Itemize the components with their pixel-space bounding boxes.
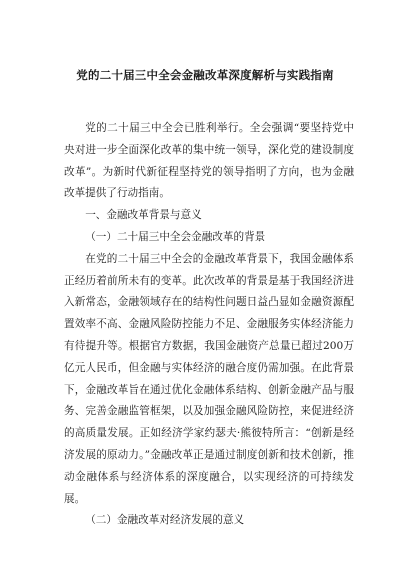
subsection-heading-2: （二）金融改革对经济发展的意义 — [85, 514, 245, 527]
subsection-heading: （一）二十届三中全会金融改革的背景 — [85, 230, 266, 243]
document-title: 党的二十届三中全会金融改革深度解析与实践指南 — [76, 68, 334, 82]
document-body — [64, 118, 354, 532]
intro-paragraph: 党的二十届三中全会已胜利举行。全会强调“要坚持党中央对进一步全面深化改革的集中统一领导，深化党的建设制度改革”。为新时代新征程坚持党的领导指明了方向，也为金融改革提供了行动指南。 — [64, 122, 354, 200]
subsection-paragraph: 在党的二十届三中全会的金融改革背景下，我国金融体系正经历着前所未有的变革。此次改革的背景是基于我国经济进入新常态，金融领域存在的结构性问题日益凸显如金融资源配置效率不高、金融风险防控能力不足、金融服务实体经济能力有待提升等。根据官方数据，我国金融资产总量已超过200万亿元人民币，但金融与实体经济的融合度仍需加强。在此背景下，金融改革旨在通过优化金融体系结构、创新金融产品与服务、完善金融监管框架，以及加强金融风险防控，来促进经济的高质量发展。正如经济学家约瑟夫·熊彼特所言：“创新是经济发展的原动力。”金融改革正是通过制度创新和技术创新，推动金融体系与经济体系的深度融合，以实现经济的可持续发展。 — [64, 252, 354, 505]
section-heading: 一、金融改革背景与意义 — [85, 209, 202, 222]
